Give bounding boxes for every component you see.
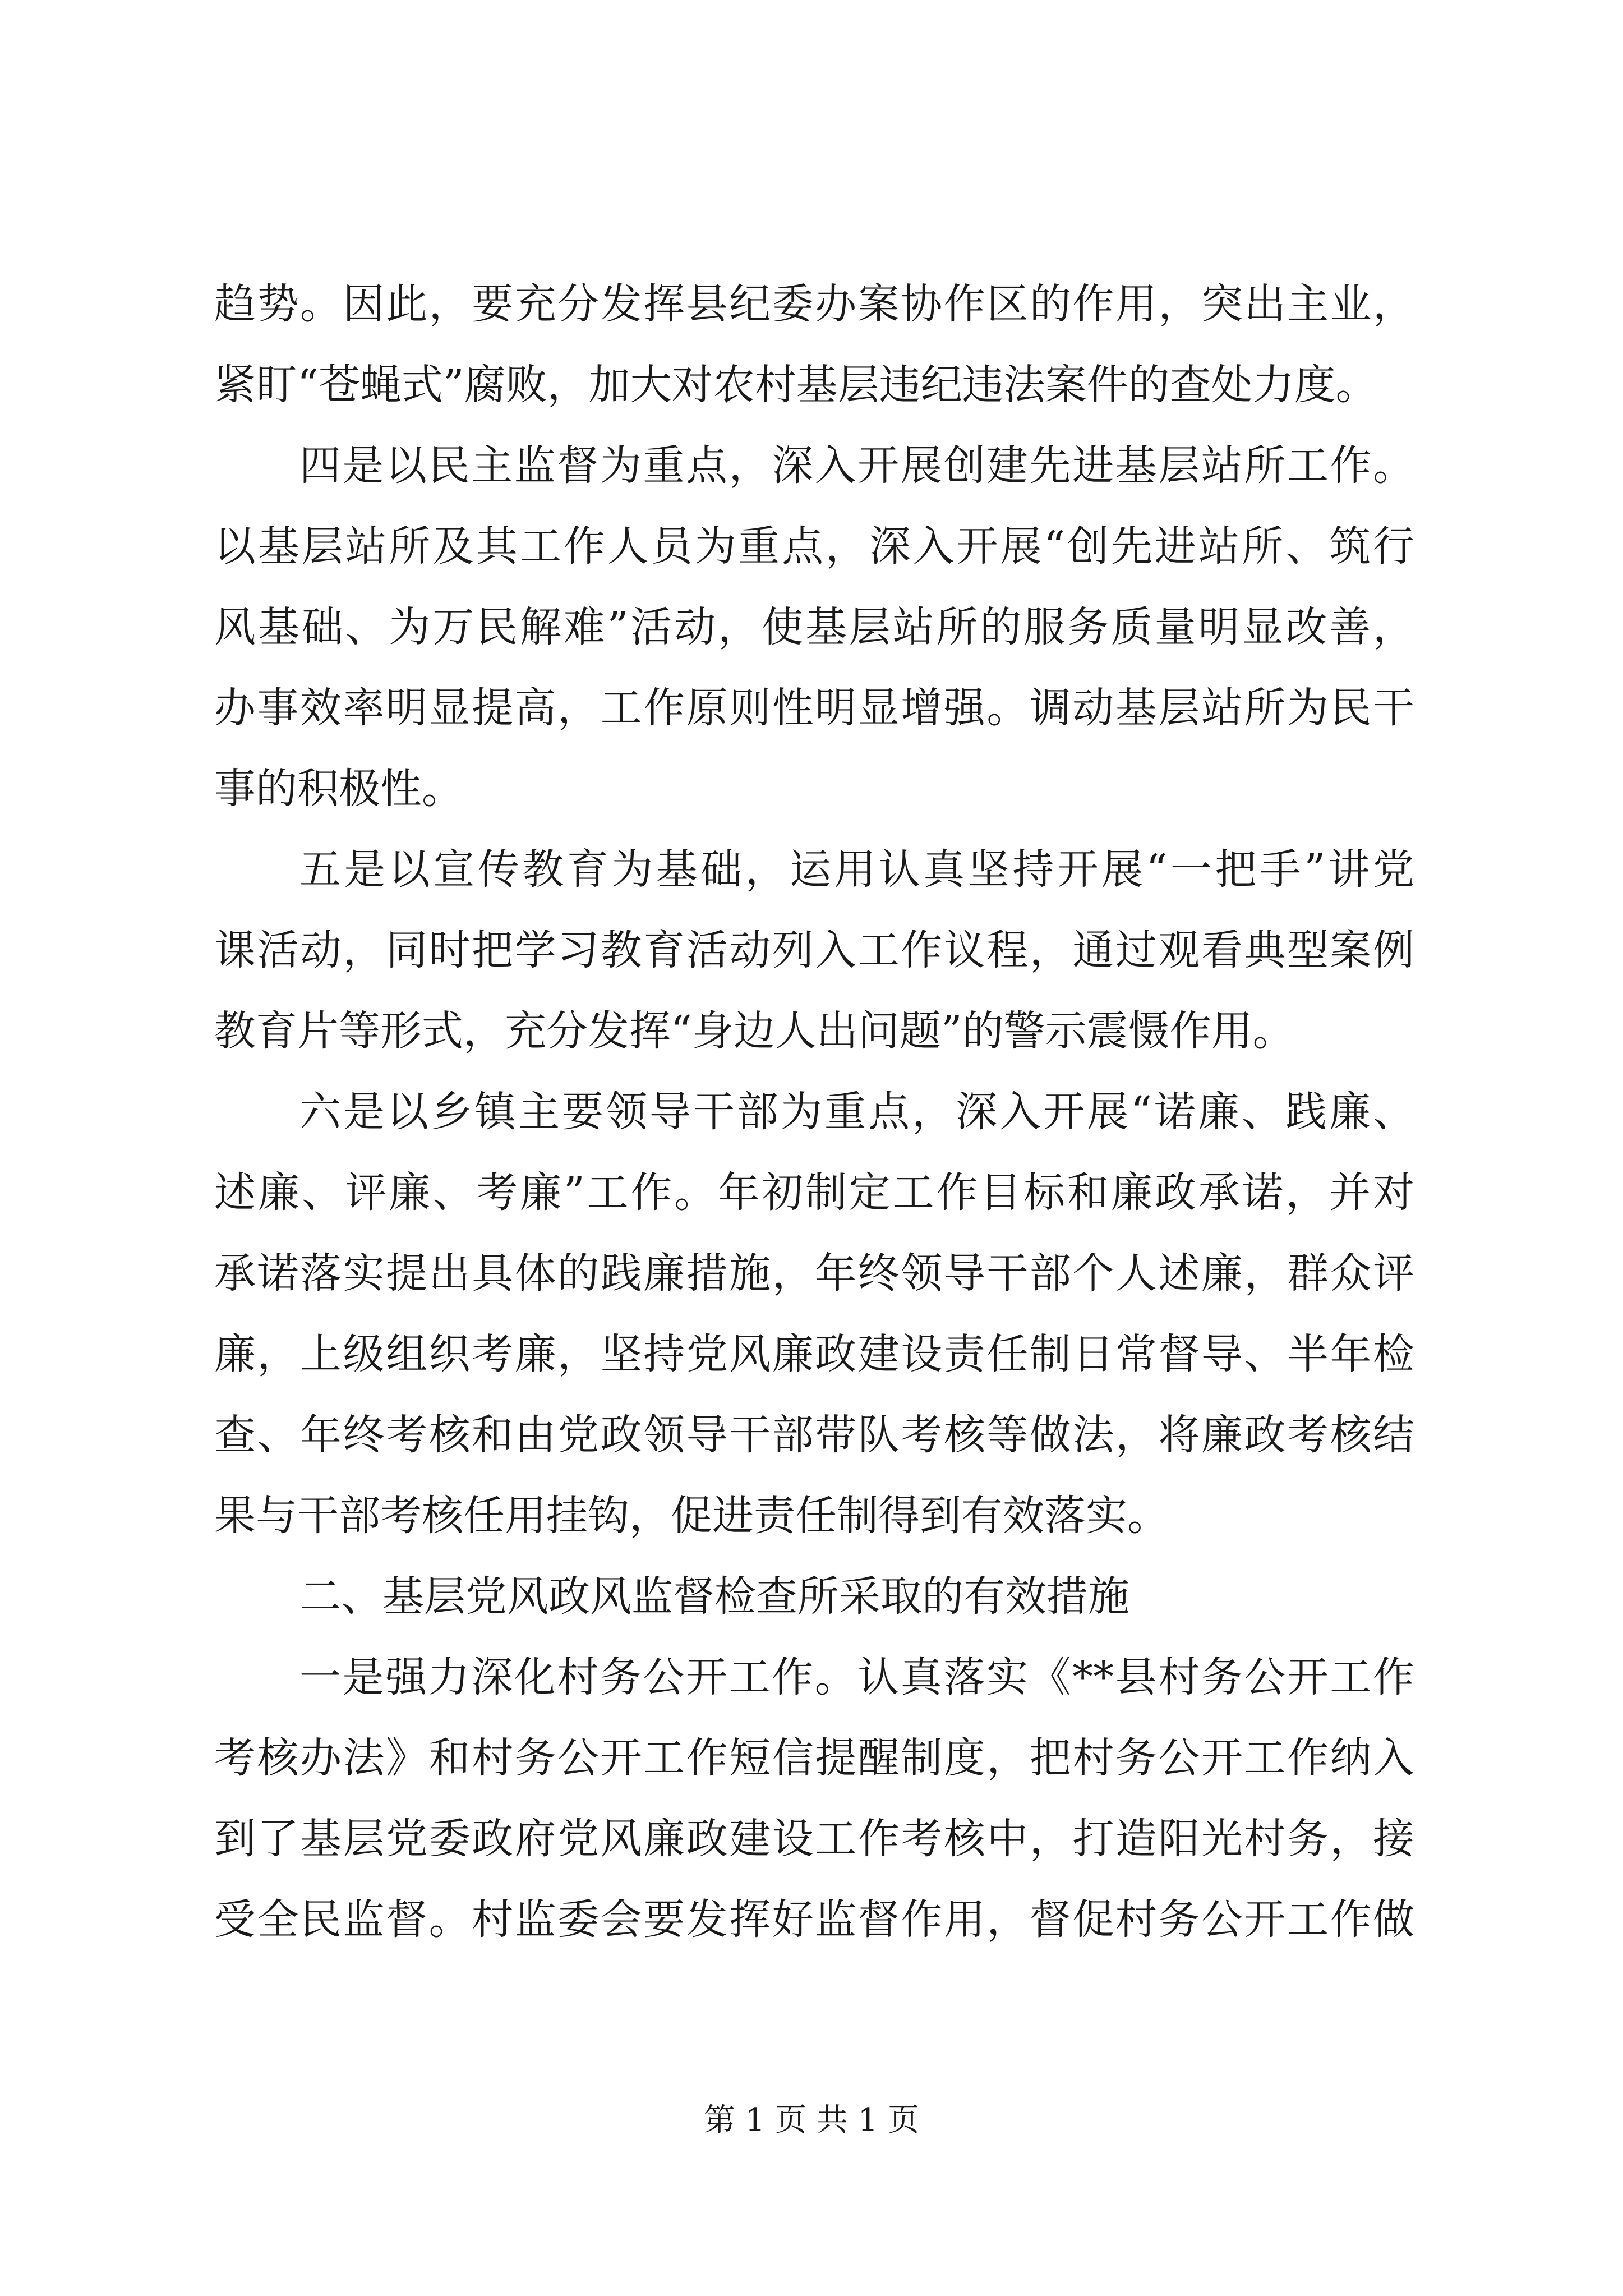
page-footer: 第 1 页 共 1 页 <box>703 2102 920 2138</box>
text-line: 以基层站所及其工作人员为重点，深入开展“创先进站所、筑行 <box>214 522 1414 570</box>
text-line: 到了基层党委政府党风廉政建设工作考核中，打造阳光村务，接 <box>214 1815 1414 1863</box>
text-line: 二、基层党风政风监督检查所采取的有效措施 <box>299 1572 1129 1621</box>
text-line: 五是以宣传教育为基础，运用认真坚持开展“一把手”讲党 <box>299 845 1414 894</box>
text-line: 受全民监督。村监委会要发挥好监督作用，督促村务公开工作做 <box>214 1895 1414 1944</box>
text-line: 考核办法》和村务公开工作短信提醒制度，把村务公开工作纳入 <box>214 1734 1414 1782</box>
text-line: 六是以乡镇主要领导干部为重点，深入开展“诺廉、践廉、 <box>299 1088 1414 1136</box>
text-line: 承诺落实提出具体的践廉措施，年终领导干部个人述廉，群众评 <box>214 1249 1414 1297</box>
text-line: 紧盯“苍蝇式”腐败，加大对农村基层违纪违法案件的查处力度。 <box>214 361 1377 409</box>
text-line: 廉，上级组织考廉，坚持党风廉政建设责任制日常督导、半年检 <box>214 1330 1414 1378</box>
text-line: 事的积极性。 <box>214 765 463 813</box>
text-line: 述廉、评廉、考廉”工作。年初制定工作目标和廉政承诺，并对 <box>214 1168 1414 1217</box>
document-body <box>214 264 1414 1960</box>
text-line: 教育片等形式，充分发挥“身边人出问题”的警示震慑作用。 <box>214 1007 1294 1055</box>
text-line: 查、年终考核和由党政领导干部带队考核等做法，将廉政考核结 <box>214 1411 1414 1459</box>
text-line: 风基础、为万民解难”活动，使基层站所的服务质量明显改善， <box>214 603 1414 651</box>
text-line: 四是以民主监督为重点，深入开展创建先进基层站所工作。 <box>299 441 1414 490</box>
text-line: 一是强力深化村务公开工作。认真落实《**县村务公开工作 <box>299 1653 1414 1701</box>
text-line: 办事效率明显提高，工作原则性明显增强。调动基层站所为民干 <box>214 684 1414 732</box>
text-line: 果与干部考核任用挂钩，促进责任制得到有效落实。 <box>214 1492 1169 1540</box>
text-line: 课活动，同时把学习教育活动列入工作议程，通过观看典型案例 <box>214 926 1414 974</box>
text-line: 趋势。因此，要充分发挥县纪委办案协作区的作用，突出主业， <box>214 280 1414 328</box>
